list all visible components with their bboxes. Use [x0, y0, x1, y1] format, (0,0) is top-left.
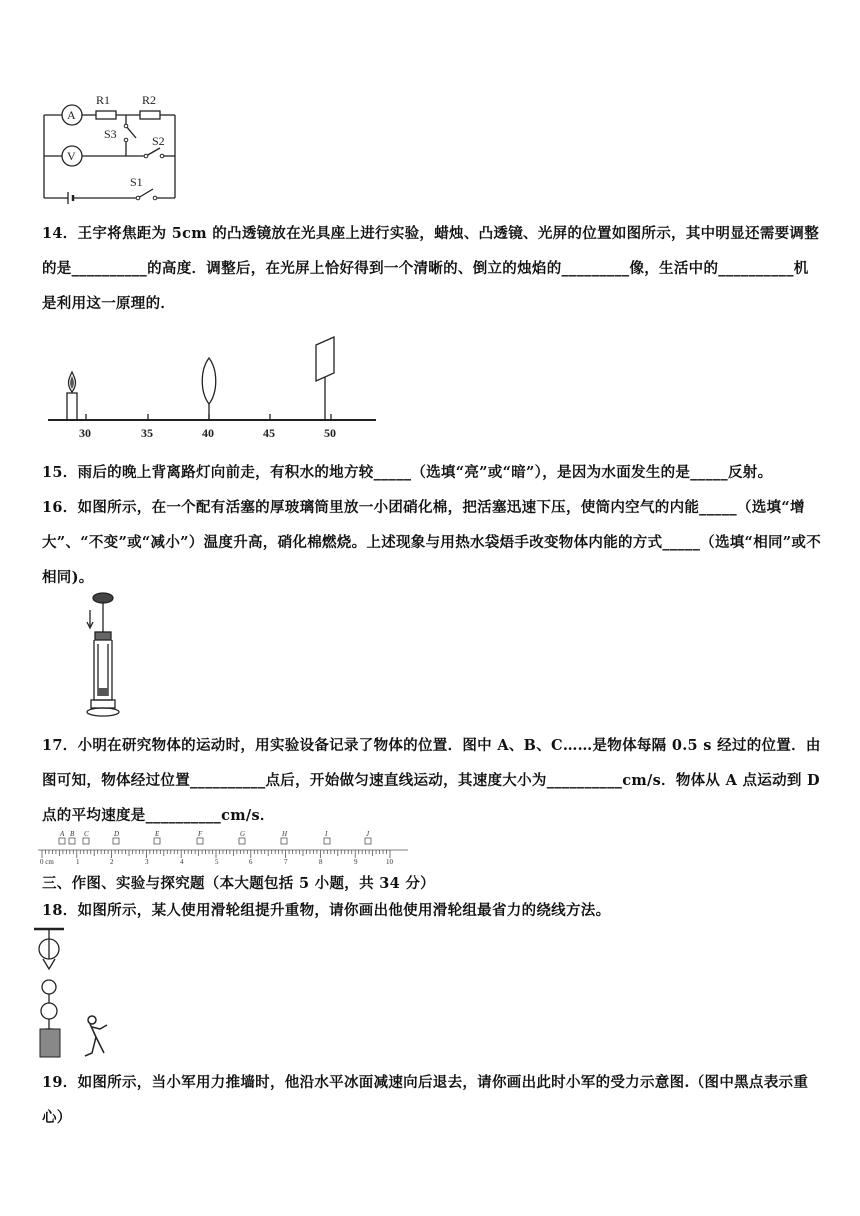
question-16: 16．如图所示，在一个配有活塞的厚玻璃筒里放一小团硝化棉，把活塞迅速下压，使筒内空气的内能_____（选填“增大”、“不变”或“减小”）温度升高，硝化棉燃烧。上述现象与用热水袋焐手改变物体内能的方式_____（选填“相同”或不相同)。	[42, 499, 822, 586]
ammeter-label: A	[67, 108, 76, 122]
s1-label: S1	[130, 175, 143, 189]
scale-8: 8	[319, 858, 323, 866]
optical-bench-diagram	[48, 330, 378, 445]
scale-4: 4	[180, 858, 184, 866]
point-e: E	[155, 830, 160, 838]
r2-label: R2	[142, 93, 157, 107]
ruler-tick-45: 45	[263, 426, 275, 440]
point-a: A	[60, 830, 65, 838]
question-17: 17．小明在研究物体的运动时，用实验设备记录了物体的位置．图中 A、B、C……是物体每隔 0.5 s 经过的位置．由图可知，物体经过位置__________点后，开始做匀速直线运动，其速度大小为__________cm/s．物体从 A 点运动到 D 点的平均速度是__________cm/s．	[42, 737, 821, 824]
ruler-tick-40: 40	[202, 426, 214, 440]
s2-label: S2	[152, 134, 165, 148]
point-b: B	[70, 830, 75, 838]
pulley-diagram	[30, 925, 130, 1060]
point-j: J	[366, 830, 370, 838]
point-h: H	[282, 830, 288, 838]
scale-3: 3	[145, 858, 149, 866]
scale-10: 10	[386, 858, 393, 866]
point-g: G	[240, 830, 246, 838]
ruler-tick-35: 35	[141, 426, 153, 440]
glass-cylinder-diagram	[82, 590, 124, 720]
question-15: 15．雨后的晚上背离路灯向前走，有积水的地方较_____（选填“亮”或“暗”），是因为水面发生的是_____反射。	[42, 464, 773, 481]
section-3-heading: 三、作图、实验与探究题（本大题包括 5 小题，共 34 分）	[42, 875, 435, 892]
ruler-tick-30: 30	[79, 426, 91, 440]
scale-6: 6	[249, 858, 253, 866]
r1-label: R1	[96, 93, 111, 107]
point-f: F	[198, 830, 203, 838]
ruler-tick-50: 50	[324, 426, 336, 440]
scale-2: 2	[110, 858, 114, 866]
scale-1: 1	[76, 858, 80, 866]
scale-5: 5	[215, 858, 219, 866]
point-i: I	[325, 830, 328, 838]
circuit-diagram	[38, 88, 183, 204]
motion-ruler-diagram	[38, 828, 410, 868]
scale-9: 9	[354, 858, 358, 866]
scale-0: 0 cm	[40, 858, 54, 866]
point-d: D	[114, 830, 120, 838]
s3-label: S3	[104, 127, 117, 141]
scale-7: 7	[284, 858, 288, 866]
point-c: C	[84, 830, 89, 838]
question-18: 18．如图所示，某人使用滑轮组提升重物，请你画出他使用滑轮组最省力的绕线方法。	[42, 902, 611, 919]
voltmeter-label: V	[67, 149, 76, 163]
question-14: 14．王宇将焦距为 5cm 的凸透镜放在光具座上进行实验，蜡烛、凸透镜、光屏的位置如图所示，其中明显还需要调整的是__________的高度．调整后，在光屏上恰好得到一个清晰的、倒立的烛焰的_________像，生活中的__________机是利用这一原理的．	[42, 225, 820, 312]
question-19: 19．如图所示，当小军用力推墙时，他沿水平冰面减速向后退去，请你画出此时小军的受力示意图.（图中黑点表示重心）	[42, 1074, 809, 1126]
